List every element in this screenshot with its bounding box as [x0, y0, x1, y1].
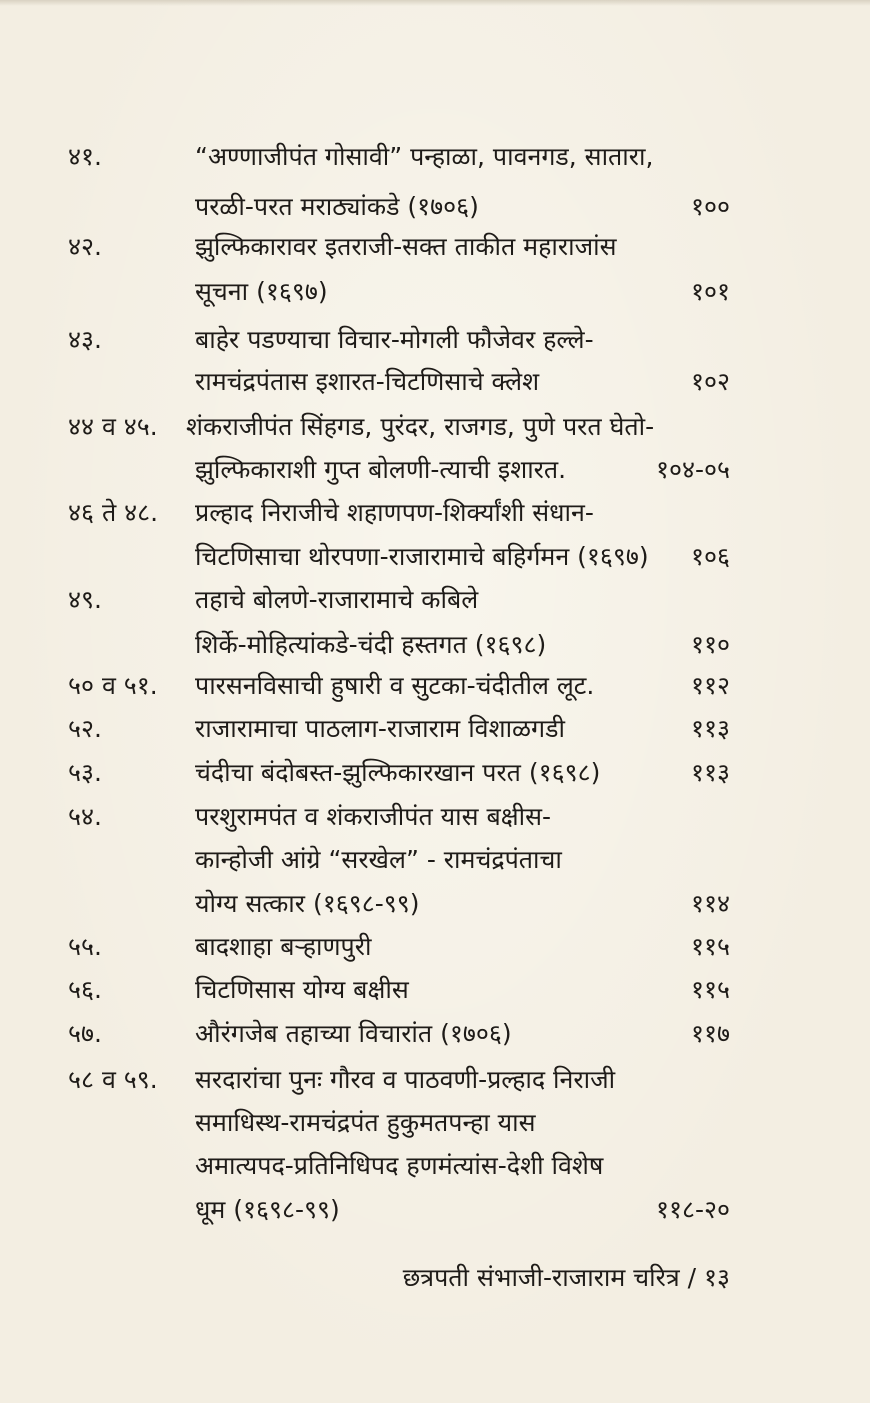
entry-text-line: रामचंद्रपंतास इशारत-चिटणिसाचे क्लेश — [195, 367, 540, 396]
entry-text-line: चिटणिसास योग्य बक्षीस — [195, 975, 409, 1004]
entry-text-line: परळी-परत मराठ्यांकडे (१७०६) — [195, 192, 479, 221]
entry-number: ५२. — [68, 714, 102, 743]
entry-text-line: अमात्यपद-प्रतिनिधिपद हणमंत्यांस-देशी विशेष — [195, 1151, 604, 1180]
page-footer: छत्रपती संभाजी-राजाराम चरित्र / १३ — [402, 1263, 730, 1292]
entry-text-line: राजारामाचा पाठलाग-राजाराम विशाळगडी — [195, 714, 565, 743]
entry-page-number: १०४-०५ — [655, 455, 730, 484]
entry-page-number: ११५ — [690, 975, 730, 1004]
entry-page-number: ११२ — [690, 671, 730, 700]
entry-text-line: पारसनविसाची हुषारी व सुटका-चंदीतील लूट. — [195, 671, 595, 700]
entry-page-number: ११७ — [690, 1019, 730, 1048]
entry-page-number: १०२ — [690, 367, 730, 396]
entry-text-line: समाधिस्थ-रामचंद्रपंत हुकुमतपन्हा यास — [195, 1108, 536, 1137]
entry-text-line: धूम (१६९८-९९) — [195, 1195, 340, 1224]
entry-text-line: प्रल्हाद निराजीचे शहाणपण-शिर्क्यांशी संधान- — [195, 498, 594, 527]
entry-text-line: बाहेर पडण्याचा विचार-मोगली फौजेवर हल्ले- — [195, 325, 594, 354]
entry-text-line: चिटणिसाचा थोरपणा-राजारामाचे बहिर्गमन (१६९७) — [195, 542, 649, 571]
entry-page-number: ११० — [690, 630, 730, 659]
entry-text-line: चंदीचा बंदोबस्त-झुल्फिकारखान परत (१६९८) — [195, 758, 601, 787]
entry-number: ४४ व ४५. — [68, 412, 158, 441]
entry-number: ५८ व ५९. — [68, 1065, 158, 1094]
entry-page-number: ११३ — [690, 758, 730, 787]
entry-page-number: १०६ — [690, 542, 730, 571]
entry-text-line: शंकराजीपंत सिंहगड, पुरंदर, राजगड, पुणे परत घेतो- — [186, 412, 655, 441]
entry-page-number: ११४ — [690, 889, 730, 918]
entry-number: ५६. — [68, 975, 102, 1004]
entry-text-line: बादशाहा बऱ्हाणपुरी — [195, 932, 372, 961]
entry-page-number: ११८-२० — [655, 1195, 730, 1224]
entry-number: ४६ ते ४८. — [68, 498, 159, 527]
entry-text-line: झुल्फिकारावर इतराजी-सक्त ताकीत महाराजांस — [195, 232, 617, 261]
entry-number: ५४. — [68, 802, 102, 831]
entry-page-number: १०० — [690, 192, 730, 221]
entry-number: ४९. — [68, 585, 102, 614]
entry-number: ४१. — [68, 142, 102, 171]
entry-text-line: परशुरामपंत व शंकराजीपंत यास बक्षीस- — [195, 802, 552, 831]
entry-number: ५७. — [68, 1019, 102, 1048]
entry-text-line: “अण्णाजीपंत गोसावी” पन्हाळा, पावनगड, सातारा, — [195, 142, 654, 171]
entry-text-line: योग्य सत्कार (१६९८-९९) — [195, 889, 420, 918]
entry-number: ५३. — [68, 758, 102, 787]
entry-number: ५० व ५१. — [68, 671, 158, 700]
entry-text-line: झुल्फिकाराशी गुप्त बोलणी-त्याची इशारत. — [195, 455, 567, 484]
entry-text-line: सरदारांचा पुनः गौरव व पाठवणी-प्रल्हाद निराजी — [195, 1065, 616, 1094]
entry-number: ४२. — [68, 232, 102, 261]
entry-text-line: तहाचे बोलणे-राजारामाचे कबिले — [195, 585, 479, 614]
entry-number: ५५. — [68, 932, 102, 961]
entry-text-line: सूचना (१६९७) — [195, 277, 328, 306]
page-top-edge — [0, 0, 870, 6]
entry-text-line: शिर्के-मोहित्यांकडे-चंदी हस्तगत (१६९८) — [195, 630, 547, 659]
entry-page-number: ११५ — [690, 932, 730, 961]
entry-page-number: ११३ — [690, 714, 730, 743]
entry-number: ४३. — [68, 325, 102, 354]
entry-page-number: १०१ — [690, 277, 730, 306]
entry-text-line: औरंगजेब तहाच्या विचारांत (१७०६) — [195, 1019, 512, 1048]
entry-text-line: कान्होजी आंग्रे “सरखेल” - रामचंद्रपंताचा — [195, 845, 562, 874]
